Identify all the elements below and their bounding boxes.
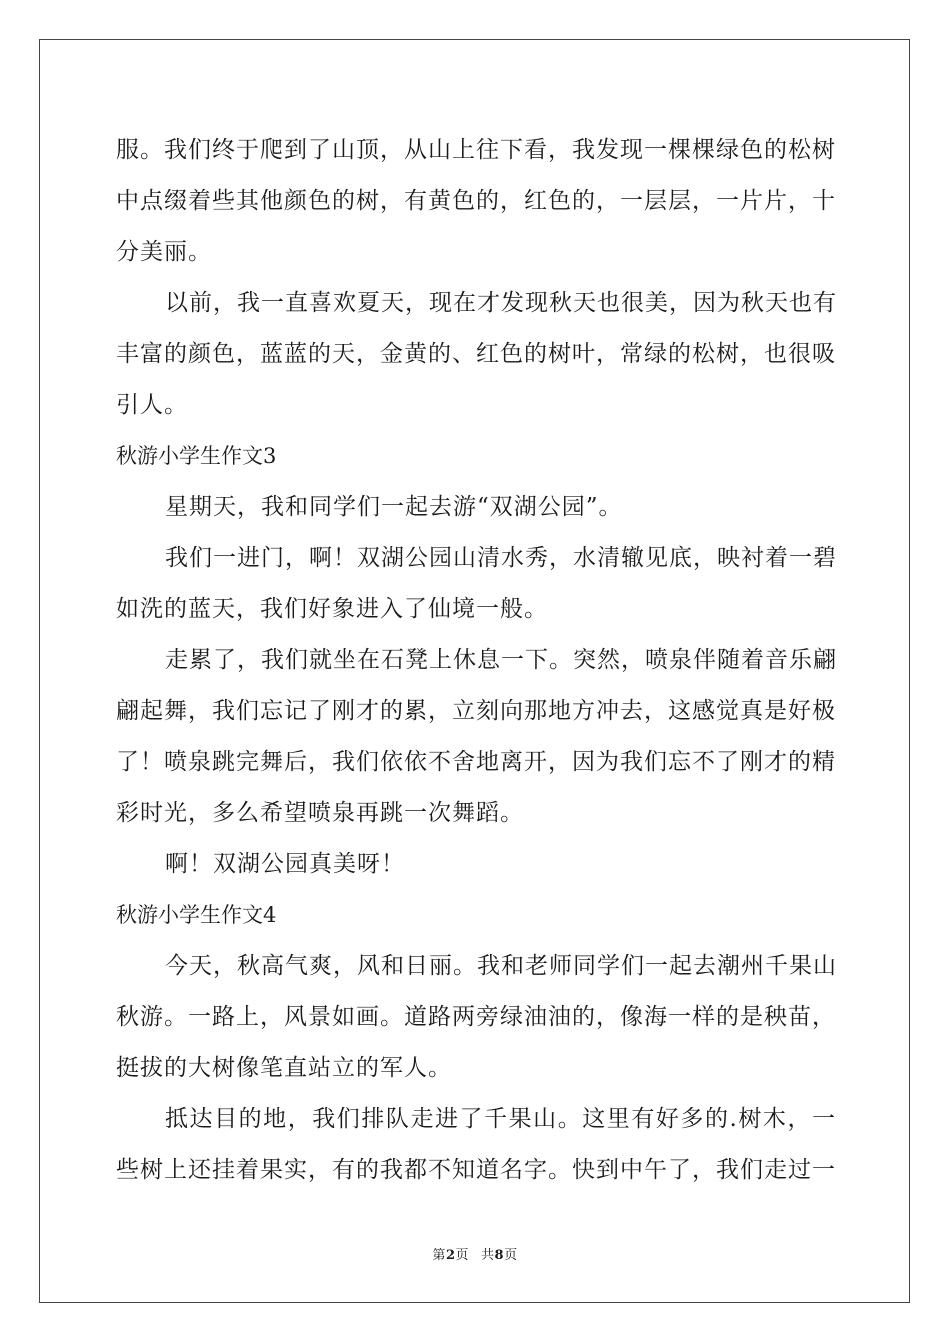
text-line: 挺拔的大树像笔直站立的军人。 — [116, 1055, 452, 1081]
text-line: 服。我们终于爬到了山顶，从山上往下看，我发现一棵棵绿色的松树 — [116, 137, 836, 163]
total-prefix: 共 — [481, 1248, 495, 1263]
paragraph-start-line: 星期天，我和同学们一起去游“双湖公园”。 — [165, 494, 623, 520]
text-line: 翩起舞，我们忘记了刚才的累，立刻向那地方冲去，这感觉真是好极 — [116, 698, 836, 724]
section-heading: 秋游小学生作文4 — [116, 903, 277, 927]
paragraph-start-line: 以前，我一直喜欢夏天，现在才发现秋天也很美，因为秋天也有 — [165, 290, 837, 316]
text-line: 彩时光，多么希望喷泉再跳一次舞蹈。 — [116, 800, 524, 826]
text-line: 分美丽。 — [116, 239, 212, 265]
paragraph-start-line: 今天，秋高气爽，风和日丽。我和老师同学们一起去潮州千果山 — [165, 953, 837, 979]
text-line: 秋游。一路上，风景如画。道路两旁绿油油的，像海一样的是秧苗， — [116, 1004, 836, 1030]
current-page-number: 2 — [445, 1248, 456, 1263]
section-heading: 秋游小学生作文3 — [116, 444, 277, 468]
page-footer — [0, 1244, 950, 1263]
total-page-count: 8 — [494, 1248, 505, 1263]
paragraph-start-line: 我们一进门，啊！双湖公园山清水秀，水清辙见底，映衬着一碧 — [165, 545, 837, 571]
paragraph-start-line: 抵达目的地，我们排队走进了千果山。这里有好多的.树木，一 — [165, 1106, 836, 1132]
total-suffix: 页 — [504, 1248, 518, 1263]
text-line: 了！喷泉跳完舞后，我们依依不舍地离开，因为我们忘不了刚才的精 — [116, 749, 836, 775]
document-body — [116, 128, 836, 1199]
text-line: 如洗的蓝天，我们好象进入了仙境一般。 — [116, 596, 548, 622]
paragraph-start-line: 走累了，我们就坐在石凳上休息一下。突然，喷泉伴随着音乐翩 — [165, 647, 837, 673]
text-line: 引人。 — [116, 392, 188, 418]
page-suffix: 页 — [455, 1248, 469, 1263]
text-line: 中点缀着些其他颜色的树，有黄色的，红色的，一层层，一片片，十 — [116, 188, 836, 214]
text-line: 些树上还挂着果实，有的我都不知道名字。快到中午了，我们走过一 — [116, 1157, 836, 1183]
paragraph-start-line: 啊！双湖公园真美呀！ — [165, 851, 405, 877]
text-line: 丰富的颜色，蓝蓝的天，金黄的、红色的树叶，常绿的松树，也很吸 — [116, 341, 836, 367]
page-prefix: 第 — [432, 1248, 446, 1263]
